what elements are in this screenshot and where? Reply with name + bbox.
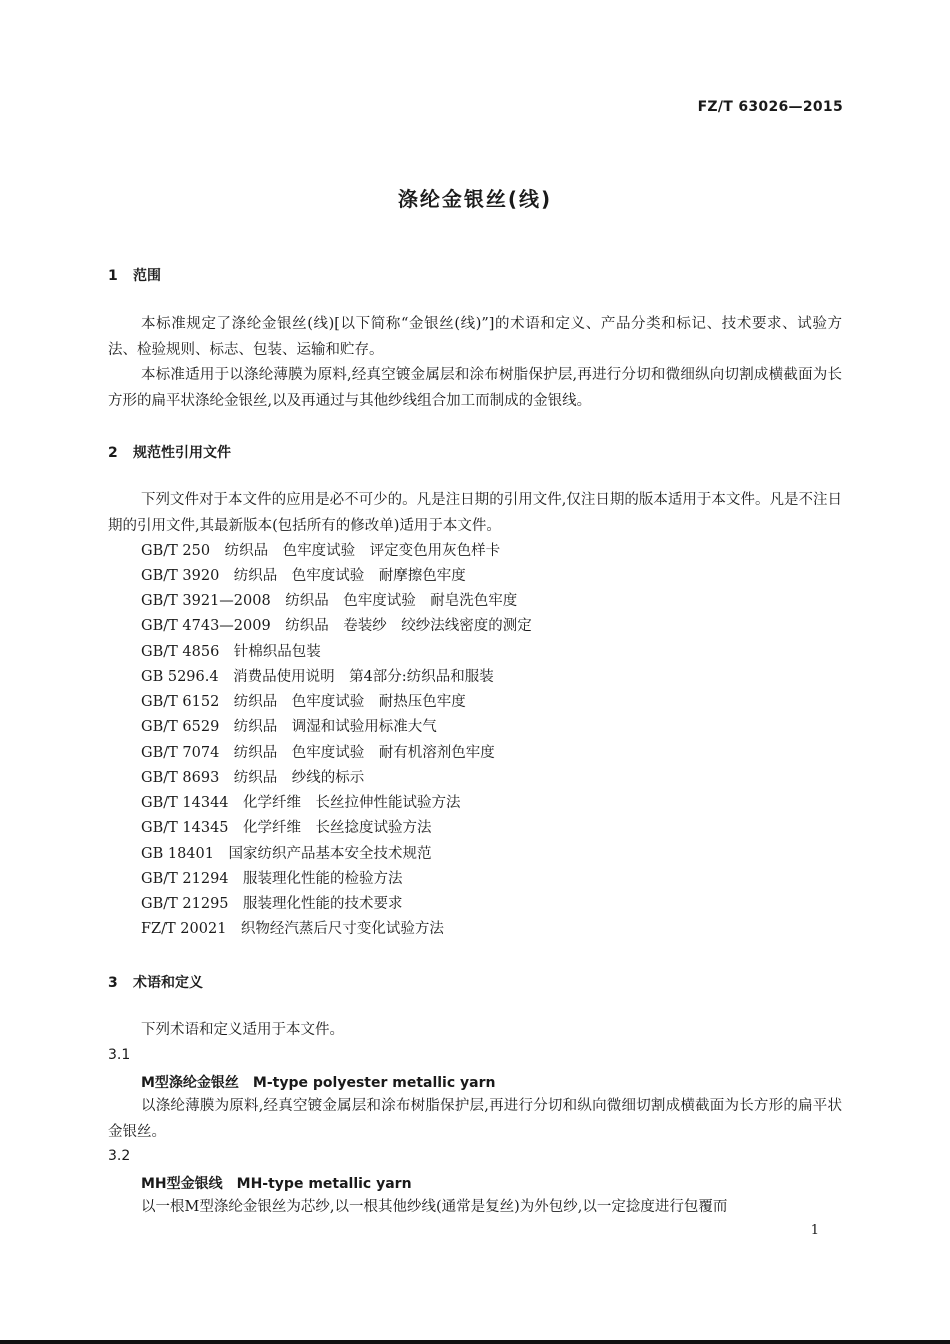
term-title: M型涤纶金银丝 M-type polyester metallic yarn bbox=[141, 1075, 496, 1091]
reference-item: GB/T 14345 化学纤维 长丝捻度试验方法 bbox=[141, 820, 432, 836]
reference-item: FZ/T 20021 织物经汽蒸后尺寸变化试验方法 bbox=[141, 921, 444, 937]
term-number: 3.1 bbox=[108, 1047, 131, 1063]
section-title: 范围 bbox=[133, 268, 161, 284]
reference-item: GB 5296.4 消费品使用说明 第4部分:纺织品和服装 bbox=[141, 669, 494, 685]
reference-item: GB/T 250 纺织品 色牢度试验 评定变色用灰色样卡 bbox=[141, 543, 501, 559]
section-number: 1 bbox=[108, 268, 118, 284]
reference-item: GB/T 7074 纺织品 色牢度试验 耐有机溶剂色牢度 bbox=[141, 745, 495, 761]
section-number: 3 bbox=[108, 975, 118, 991]
section-1-heading bbox=[108, 265, 161, 285]
standard-code: FZ/T 63026—2015 bbox=[697, 99, 843, 115]
document-title: 涤纶金银丝(线) bbox=[397, 187, 553, 211]
paragraph: 下列术语和定义适用于本文件。 bbox=[141, 1022, 344, 1038]
reference-item: GB/T 21294 服装理化性能的检验方法 bbox=[141, 871, 403, 887]
reference-item: GB 18401 国家纺织产品基本安全技术规范 bbox=[141, 846, 432, 862]
paragraph: 本标准适用于以涤纶薄膜为原料,经真空镀金属层和涂布树脂保护层,再进行分切和微细纵向切割成横截面为长方形的扁平状涤纶金银丝,以及再通过与其他纱线组合加工而制成的金银线。 bbox=[108, 367, 842, 409]
reference-item: GB/T 4743—2009 纺织品 卷装纱 绞纱法线密度的测定 bbox=[141, 618, 532, 634]
reference-item: GB/T 3921—2008 纺织品 色牢度试验 耐皂洗色牢度 bbox=[141, 593, 518, 609]
reference-item: GB/T 21295 服装理化性能的技术要求 bbox=[141, 896, 403, 912]
reference-item: GB/T 6152 纺织品 色牢度试验 耐热压色牢度 bbox=[141, 694, 466, 710]
paragraph: 下列文件对于本文件的应用是必不可少的。凡是注日期的引用文件,仅注日期的版本适用于本文件。凡是不注日期的引用文件,其最新版本(包括所有的修改单)适用于本文件。 bbox=[108, 492, 842, 534]
reference-item: GB/T 6529 纺织品 调湿和试验用标准大气 bbox=[141, 719, 437, 735]
section-3-heading bbox=[108, 972, 203, 992]
term-definition: 以涤纶薄膜为原料,经真空镀金属层和涂布树脂保护层,再进行分切和纵向微细切割成横截面为长方形的扁平状金银丝。 bbox=[108, 1098, 842, 1140]
term-number: 3.2 bbox=[108, 1148, 131, 1164]
paragraph: 本标准规定了涤纶金银丝(线)[以下简称“金银丝(线)”]的术语和定义、产品分类和标记、技术要求、试验方法、检验规则、标志、包装、运输和贮存。 bbox=[108, 316, 842, 358]
reference-item: GB/T 4856 针棉织品包装 bbox=[141, 644, 321, 660]
reference-item: GB/T 14344 化学纤维 长丝拉伸性能试验方法 bbox=[141, 795, 461, 811]
section-title: 规范性引用文件 bbox=[133, 445, 231, 461]
term-title: MH型金银线 MH-type metallic yarn bbox=[141, 1176, 412, 1192]
section-title: 术语和定义 bbox=[133, 975, 203, 991]
bottom-rule bbox=[0, 1340, 950, 1344]
section-2-heading bbox=[108, 442, 231, 462]
section-number: 2 bbox=[108, 445, 118, 461]
page-number: 1 bbox=[810, 1223, 819, 1238]
term-definition: 以一根M型涤纶金银丝为芯纱,以一根其他纱线(通常是复丝)为外包纱,以一定捻度进行包覆而 bbox=[141, 1199, 728, 1215]
reference-item: GB/T 3920 纺织品 色牢度试验 耐摩擦色牢度 bbox=[141, 568, 466, 584]
reference-item: GB/T 8693 纺织品 纱线的标示 bbox=[141, 770, 365, 786]
